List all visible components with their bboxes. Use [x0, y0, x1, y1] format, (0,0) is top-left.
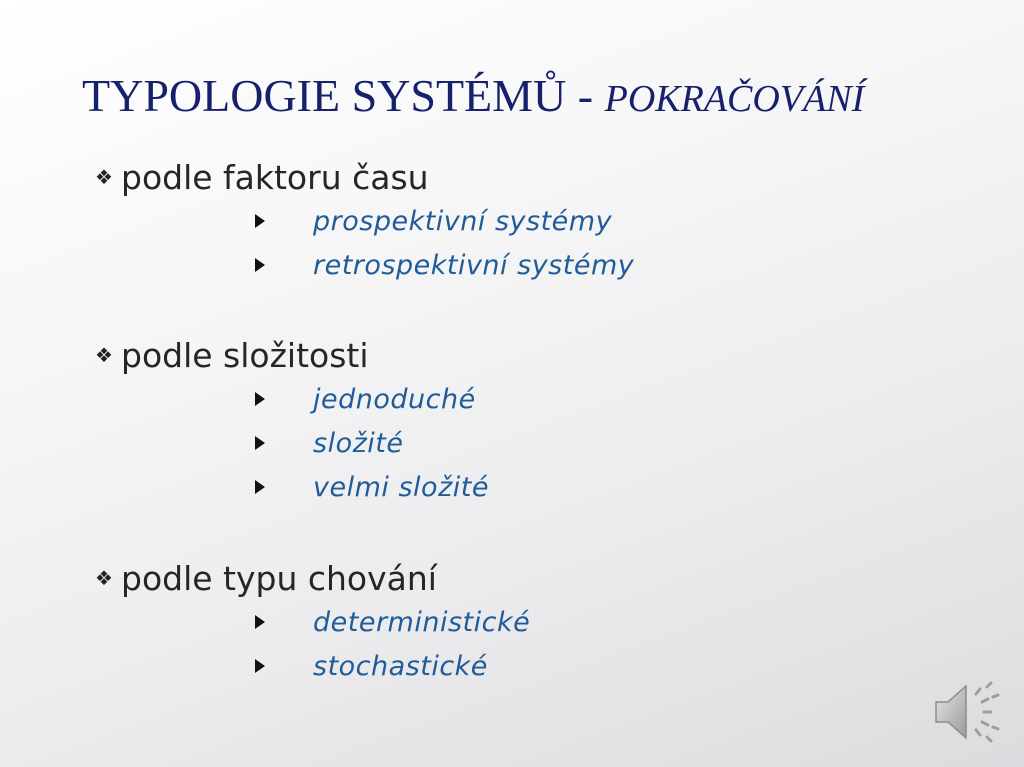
diamond-bullet-icon: ❖: [95, 566, 113, 590]
list-item-text: jednoduché: [313, 383, 476, 415]
list-item: [95, 199, 613, 243]
slide-title: [82, 66, 864, 129]
list-item-text: retrospektivní systémy: [313, 249, 635, 281]
list-item: [95, 377, 476, 421]
triangle-arrow-icon: [255, 258, 265, 272]
section-complexity: [95, 333, 489, 509]
section-heading: [95, 155, 429, 199]
section-heading-text: podle složitosti: [121, 335, 369, 375]
section-heading-text: podle faktoru času: [121, 157, 429, 197]
diamond-bullet-icon: ❖: [95, 165, 113, 189]
list-item-text: velmi složité: [313, 471, 489, 503]
list-item-text: složité: [313, 427, 404, 459]
triangle-arrow-icon: [255, 436, 265, 450]
list-item-text: deterministické: [313, 606, 531, 638]
title-main: TYPOLOGIE SYSTÉMŮ: [82, 70, 567, 121]
section-time-factor: [95, 155, 635, 287]
triangle-arrow-icon: [255, 214, 265, 228]
triangle-arrow-icon: [255, 480, 265, 494]
list-item-text: prospektivní systémy: [313, 205, 613, 237]
list-item: [95, 243, 635, 287]
section-items: [95, 199, 635, 287]
diamond-bullet-icon: ❖: [95, 343, 113, 367]
section-items: [95, 377, 489, 509]
list-item: [95, 600, 531, 644]
section-heading: [95, 333, 369, 377]
list-item: [95, 644, 488, 688]
list-item-text: stochastické: [313, 650, 488, 682]
triangle-arrow-icon: [255, 659, 265, 673]
title-subtitle: POKRAČOVÁNÍ: [604, 78, 865, 120]
section-behavior-type: [95, 556, 531, 688]
speaker-icon[interactable]: [930, 672, 1002, 750]
title-separator: -: [566, 70, 605, 121]
list-item: [95, 465, 489, 509]
triangle-arrow-icon: [255, 392, 265, 406]
triangle-arrow-icon: [255, 615, 265, 629]
section-heading: [95, 556, 437, 600]
list-item: [95, 421, 404, 465]
section-heading-text: podle typu chování: [121, 558, 437, 598]
section-items: [95, 600, 531, 688]
